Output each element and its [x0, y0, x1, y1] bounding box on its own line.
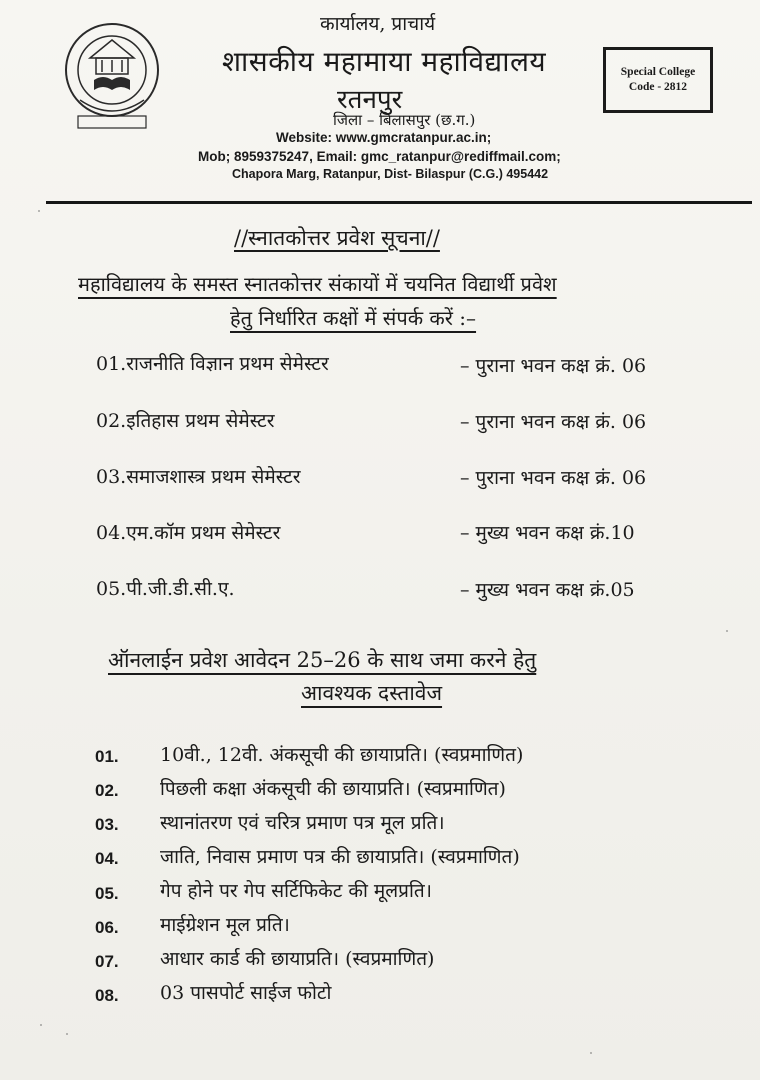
document-item: गेप होने पर गेप सर्टिफिकेट की मूलप्रति। — [160, 880, 432, 902]
notice-intro-line2: हेतु निर्धारित कक्षों में संपर्क करें :– — [230, 306, 477, 330]
document-number: 08. — [95, 986, 119, 1005]
document-item: आधार कार्ड की छायाप्रति। (स्वप्रमाणित) — [160, 948, 435, 970]
document-number: 02. — [95, 781, 119, 800]
documents-title-line1: ऑनलाईन प्रवेश आवेदन 25–26 के साथ जमा करने हेतु — [108, 648, 537, 672]
college-address: Chapora Marg, Ratanpur, Dist- Bilaspur (C.G.) 495442 — [232, 167, 549, 181]
paper-speck — [590, 1052, 592, 1054]
course-room: – पुराना भवन कक्ष क्रं. 06 — [460, 411, 647, 433]
course-item: 04.एम.कॉम प्रथम सेमेस्टर — [96, 522, 281, 544]
college-contact: Mob; 8959375247, Email: gmc_ratanpur@rediffmail.com; — [198, 149, 561, 164]
paper-speck — [40, 1024, 42, 1026]
college-website: Website: www.gmcratanpur.ac.in; — [276, 130, 492, 145]
document-number: 05. — [95, 884, 119, 903]
college-code-box — [603, 47, 713, 113]
notice-intro-line1: महाविद्यालय के समस्त स्नातकोत्तर संकायों में चयनित विद्यार्थी प्रवेश — [78, 272, 557, 296]
paper-speck — [726, 630, 728, 632]
code-box-line2: Code - 2812 — [628, 81, 688, 93]
document-item: स्थानांतरण एवं चरित्र प्रमाण पत्र मूल प्रति। — [160, 812, 445, 834]
paper-speck — [66, 1033, 68, 1035]
document-number: 03. — [95, 815, 119, 834]
documents-title-line2: आवश्यक दस्तावेज — [301, 681, 443, 705]
college-city: रतनपुर — [337, 85, 403, 115]
course-item: 01.राजनीति विज्ञान प्रथम सेमेस्टर — [96, 353, 329, 375]
notice-title-text: //स्नातकोत्तर प्रवेश सूचना// — [234, 226, 440, 250]
college-name: शासकीय महामाया महाविद्यालय — [222, 45, 547, 78]
header-divider — [46, 201, 752, 204]
document-item: माईग्रेशन मूल प्रति। — [160, 914, 290, 936]
course-item: 03.समाजशास्त्र प्रथम सेमेस्टर — [96, 466, 301, 488]
college-seal-logo — [60, 18, 164, 134]
course-item: 05.पी.जी.डी.सी.ए. — [96, 578, 235, 600]
document-number: 04. — [95, 849, 119, 868]
document-number: 01. — [95, 747, 119, 766]
course-room: – पुराना भवन कक्ष क्रं. 06 — [460, 467, 647, 489]
document-item: 10वी., 12वी. अंकसूची की छायाप्रति। (स्वप्रमाणित) — [160, 744, 524, 766]
college-district: जिला – बिलासपुर (छ.ग.) — [333, 111, 476, 129]
notice-title — [234, 224, 440, 252]
office-heading: कार्यालय, प्राचार्य — [320, 13, 436, 35]
course-room: – मुख्य भवन कक्ष क्रं.10 — [460, 522, 635, 544]
document-item: पिछली कक्षा अंकसूची की छायाप्रति। (स्वप्रमाणित) — [160, 778, 506, 800]
code-box-line1: Special College — [620, 66, 696, 78]
document-item: 03 पासपोर्ट साईज फोटो — [160, 982, 332, 1004]
document-number: 06. — [95, 918, 119, 937]
course-room: – पुराना भवन कक्ष क्रं. 06 — [460, 355, 647, 377]
document-number: 07. — [95, 952, 119, 971]
course-item: 02.इतिहास प्रथम सेमेस्टर — [96, 410, 275, 432]
course-room: – मुख्य भवन कक्ष क्रं.05 — [460, 579, 635, 601]
paper-speck — [38, 210, 40, 212]
document-item: जाति, निवास प्रमाण पत्र की छायाप्रति। (स्वप्रमाणित) — [160, 846, 520, 868]
